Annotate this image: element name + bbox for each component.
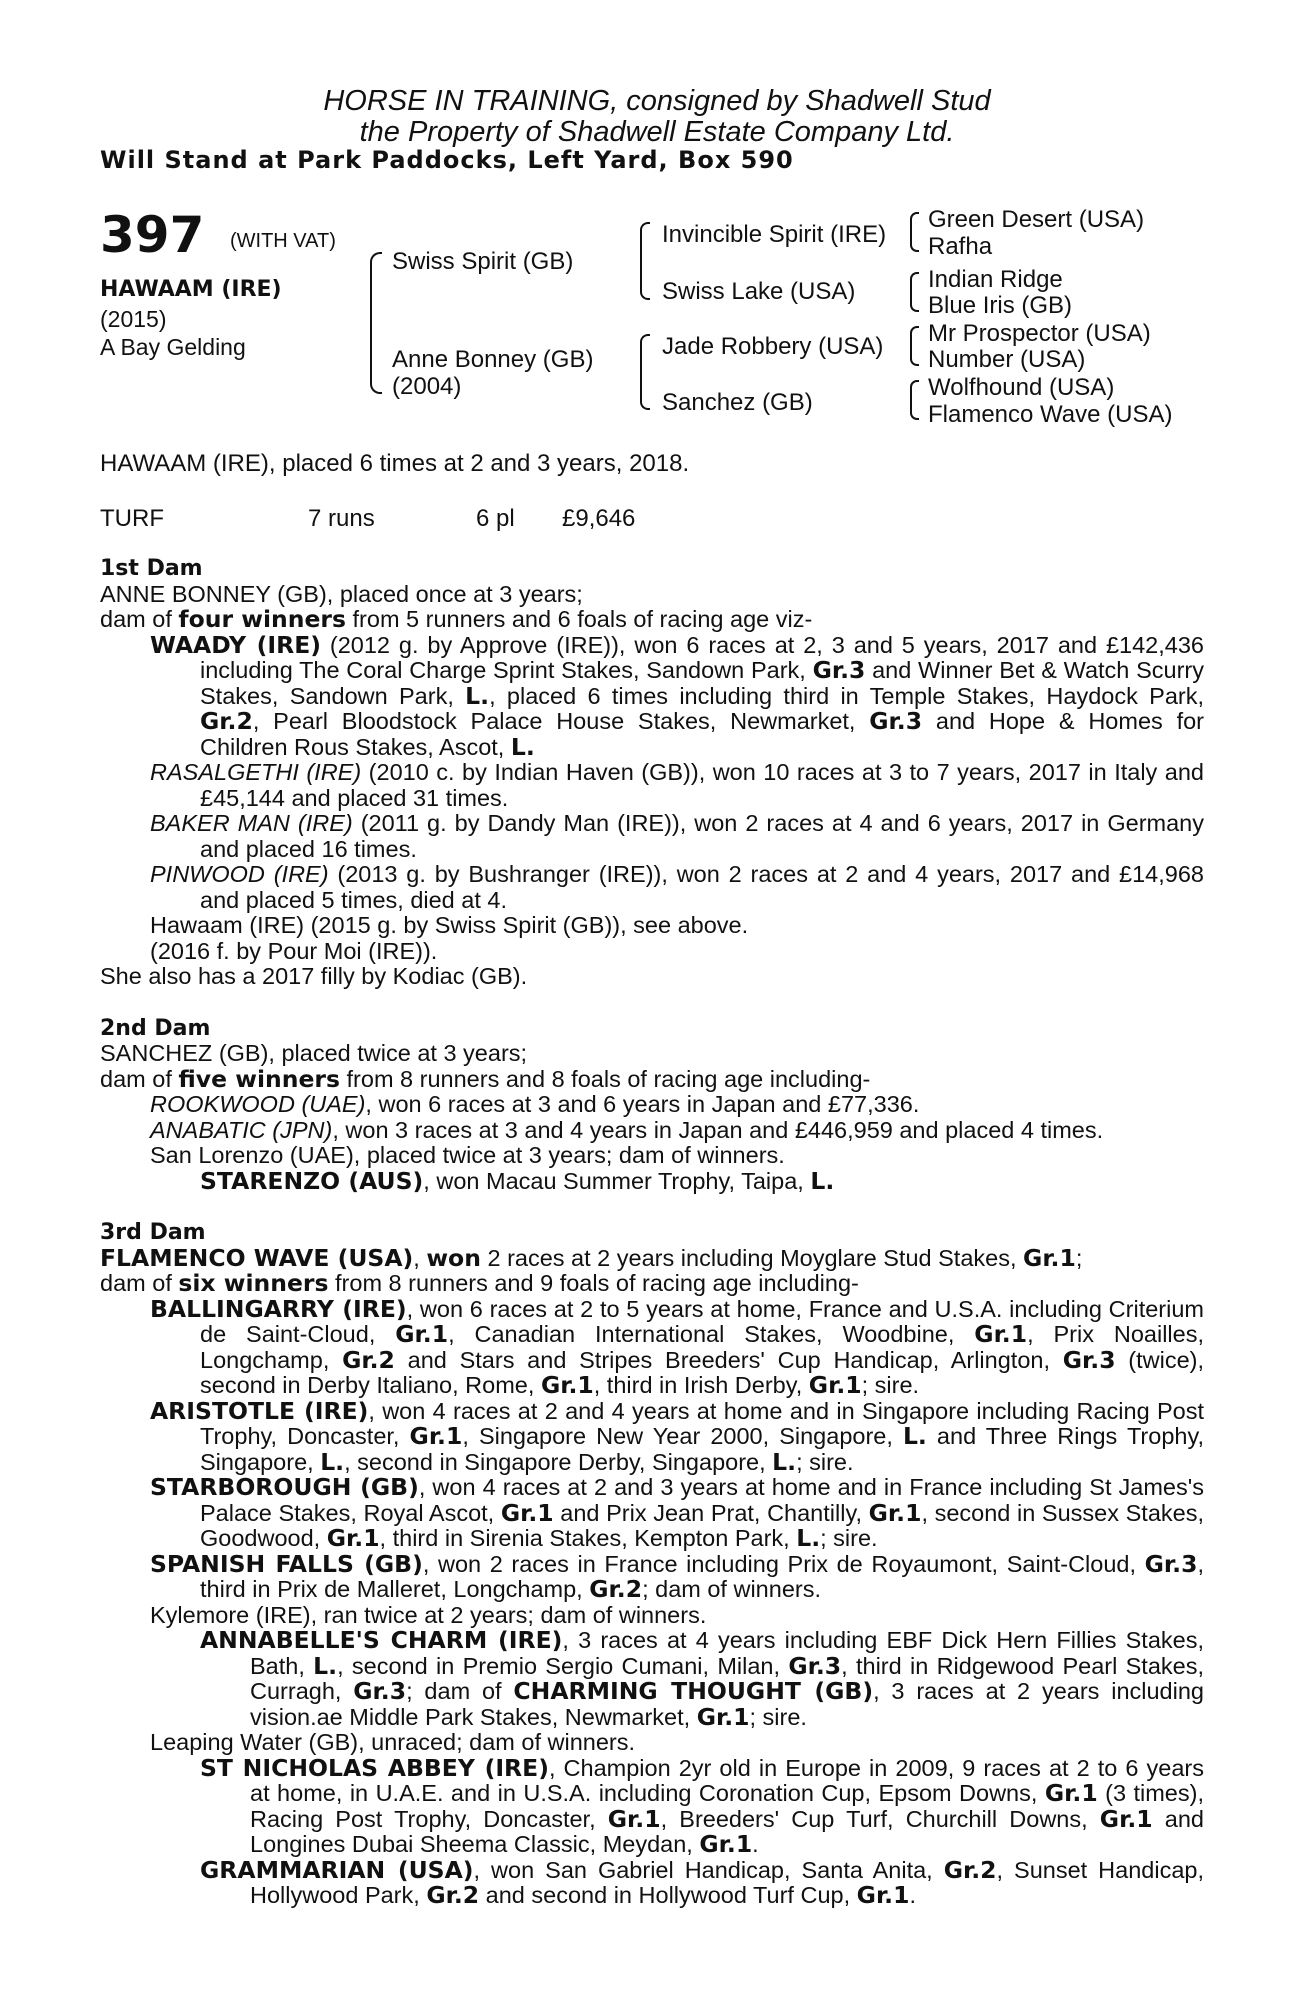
produce-entry: Kylemore (IRE), ran twice at 2 years; dam of winners. (150, 1601, 707, 1628)
foaling-year: (2015) (100, 306, 167, 332)
text: , second in Premio Sergio Cumani, Milan, (337, 1652, 789, 1679)
text: and Three Rings Trophy, Singapore, (200, 1423, 1205, 1475)
horse-name: SPANISH FALLS (GB) (150, 1549, 423, 1578)
grade: Gr.1 (540, 1371, 594, 1399)
grade: Gr.1 (868, 1498, 922, 1527)
pedigree-sd: Swiss Lake (USA) (662, 278, 856, 305)
produce-entry (150, 1294, 1205, 1399)
produce-entry: (2016 f. by Pour Moi (IRE)). (150, 937, 438, 964)
text: from 5 runners and 6 foals of racing age viz- (346, 606, 813, 632)
horse-name: ARISTOTLE (IRE) (150, 1396, 369, 1425)
grade: Gr.1 (500, 1498, 554, 1527)
grade: Gr.1 (395, 1320, 449, 1348)
record-placed: 6 pl (476, 505, 515, 532)
horse-name: STARBOROUGH (GB) (150, 1473, 419, 1501)
pedigree-brace-2b (640, 334, 650, 410)
grade: Gr.1 (808, 1371, 862, 1399)
produce-entry: San Lorenzo (UAE), placed twice at 3 years; dam of winners. (150, 1142, 785, 1168)
grade: Gr.2 (342, 1345, 395, 1374)
text: from 8 runners and 8 foals of racing age including- (339, 1065, 871, 1092)
text: and second in Hollywood Turf Cup, (479, 1882, 857, 1908)
grade: Gr.2 (943, 1855, 997, 1884)
text: ; sire. (820, 1525, 878, 1551)
produce-entry (150, 630, 1205, 761)
text: , 3 races at 2 years including vision.ae Middle Park Stakes, Newmarket, (250, 1678, 1204, 1730)
text: , placed 6 times including third in Temple Stakes, Haydock Park, (489, 682, 1204, 709)
race-summary: HAWAAM (IRE), placed 6 times at 2 and 3 years, 2018. (100, 450, 690, 477)
grade: Gr.3 (788, 1651, 842, 1680)
horse-name: ANNABELLE'S CHARM (IRE) (200, 1626, 563, 1654)
text: ; sire. (861, 1372, 920, 1398)
pedigree-brace-3c (910, 326, 919, 366)
lot-number: 397 (100, 206, 205, 264)
grade: L. (510, 732, 535, 761)
text: , (413, 1244, 427, 1271)
produce-entry (150, 1092, 1204, 1118)
pedigree-ddd: Flamenco Wave (USA) (928, 401, 1173, 428)
grade: Gr.2 (589, 1575, 643, 1603)
pedigree-brace-3a (910, 212, 919, 252)
text: , won Macau Summer Trophy, Taipa, (423, 1167, 811, 1194)
produce-entry (150, 759, 1204, 811)
vat-note: (WITH VAT) (230, 230, 336, 252)
grade: L. (465, 681, 490, 710)
text: , won 4 races at 2 and 3 years at home and in France including St James's Palace Stakes, Royal Ascot, (200, 1474, 1204, 1526)
produce-entry: Hawaam (IRE) (2015 g. by Swiss Spirit (GB)), see above. (150, 912, 749, 938)
grade: Gr.1 (699, 1830, 753, 1858)
grade: Gr.3 (869, 707, 923, 735)
grade: L. (320, 1447, 345, 1476)
text: won (426, 1243, 481, 1272)
pedigree-brace-2a (640, 222, 650, 300)
produce-entry (200, 1626, 1205, 1731)
text: , second in Singapore Derby, Singapore, (344, 1448, 773, 1475)
text: , third in Prix de Malleret, Longchamp, (200, 1550, 1204, 1602)
produce-entry (150, 1118, 1204, 1144)
pedigree-dam: Anne Bonney (GB) (392, 346, 594, 373)
produce-entry (150, 1396, 1205, 1476)
text: (twice), second in Derby Italiano, Rome, (200, 1346, 1205, 1398)
text: (3 times), Racing Post Trophy, Doncaster, (250, 1780, 1204, 1832)
grade: L. (313, 1651, 338, 1680)
grade: Gr.1 (409, 1422, 463, 1450)
dam-line: ANNE BONNEY (GB), placed once at 3 years; (100, 580, 583, 607)
horse-description: A Bay Gelding (100, 334, 246, 360)
text: , won 2 races in France including Prix de Royaumont, Saint-Cloud, (422, 1550, 1145, 1577)
grade: Gr.3 (812, 656, 866, 684)
pedigree-dam-year: (2004) (392, 373, 462, 400)
produce-entry: Leaping Water (GB), unraced; dam of winners. (150, 1729, 636, 1755)
header-stabling: Will Stand at Park Paddocks, Left Yard, Box 590 (100, 146, 794, 174)
produce-entry (200, 1753, 1205, 1858)
pedigree-brace-1 (370, 252, 382, 394)
horse-name: STARENZO (AUS) (200, 1166, 424, 1195)
winners-count: six winners (178, 1269, 329, 1297)
header-property: the Property of Shadwell Estate Company Ltd. (359, 116, 955, 148)
text: , Canadian International Stakes, Woodbine, (448, 1321, 975, 1347)
text: , Sunset Handicap, Hollywood Park, (250, 1856, 1204, 1908)
text: ; (1075, 1244, 1083, 1271)
text: ; sire. (796, 1448, 854, 1475)
pedigree-brace-3b (910, 272, 919, 312)
dam-produce-line (100, 1064, 1204, 1093)
winners-count: five winners (178, 1064, 340, 1093)
grade: Gr.1 (1023, 1243, 1076, 1272)
grade: L. (810, 1166, 835, 1195)
horse-name: BALLINGARRY (IRE) (150, 1294, 407, 1323)
horse-name: GRAMMARIAN (USA) (200, 1855, 474, 1884)
pedigree-sdd: Blue Iris (GB) (928, 292, 1073, 319)
third-dam (100, 1220, 1204, 1909)
text: , won 6 races at 2 to 5 years at home, France and U.S.A. including Criterium de Saint-Cloud, (200, 1295, 1204, 1347)
text: . (909, 1882, 916, 1908)
text: , won 6 races at 3 and 6 years in Japan and £77,336. (365, 1091, 920, 1117)
text: , third in Ridgewood Pearl Stakes, Curragh, (250, 1652, 1205, 1704)
pedigree-sire: Swiss Spirit (GB) (392, 248, 574, 275)
text: dam of (100, 1270, 179, 1296)
section-title: 3rd Dam (100, 1220, 206, 1245)
produce-entry (200, 1855, 1204, 1909)
text: and Hope & Homes for Children Rous Stakes, Ascot, (200, 708, 1204, 760)
text: from 8 runners and 9 foals of racing age including- (328, 1270, 859, 1296)
text: , Champion 2yr old in Europe in 2009, 9 races at 2 to 6 years at home, in U.A.E. and in U.S.A. including Coronation Cup, Epsom Downs, (250, 1754, 1205, 1806)
dam-line: SANCHEZ (GB), placed twice at 3 years; (100, 1040, 528, 1066)
pedigree-dds: Wolfhound (USA) (928, 374, 1115, 401)
pedigree-ds: Jade Robbery (USA) (662, 333, 884, 360)
pedigree-ssd: Rafha (928, 233, 993, 260)
horse-name: BAKER MAN (IRE) (150, 810, 353, 836)
text: (2011 g. by Dandy Man (IRE)), won 2 races at 4 and 6 years, 2017 in Germany and placed 16 times. (200, 810, 1204, 862)
second-dam (100, 1016, 1204, 1195)
horse-name: RASALGETHI (IRE) (150, 759, 362, 785)
record-earnings: £9,646 (562, 505, 636, 532)
record-surface: TURF (100, 505, 164, 532)
text: and Stars and Stripes Breeders' Cup Handicap, Arlington, (394, 1346, 1063, 1373)
section-title: 1st Dam (100, 556, 203, 581)
dam-line (100, 1243, 1204, 1272)
family-text (100, 556, 1204, 1909)
first-dam (100, 556, 1204, 990)
text: (2010 c. by Indian Haven (GB)), won 10 races at 3 to 7 years, 2017 in Italy and £45,144 and placed 31 times. (200, 759, 1204, 811)
text: , won 4 races at 2 and 4 years at home and in Singapore including Racing Post Trophy, Doncaster, (200, 1397, 1204, 1449)
pedigree-dd: Sanchez (GB) (662, 389, 813, 416)
grade: L. (772, 1447, 797, 1476)
grade: L. (902, 1422, 927, 1450)
pedigree-sss: Green Desert (USA) (928, 206, 1145, 233)
text: , second in Sussex Stakes, Goodwood, (200, 1499, 1204, 1551)
produce-entry (200, 1166, 1204, 1195)
text: , third in Sirenia Stakes, Kempton Park, (379, 1525, 797, 1551)
section-title: 2nd Dam (100, 1015, 211, 1041)
grade: Gr.1 (607, 1804, 661, 1833)
produce-note: She also has a 2017 filly by Kodiac (GB). (100, 963, 528, 989)
produce-entry (150, 1549, 1204, 1603)
text: , Prix Noailles, Longchamp, (200, 1321, 1204, 1373)
text: , Breeders' Cup Turf, Churchill Downs, (660, 1805, 1100, 1832)
text: ; sire. (749, 1703, 807, 1730)
horse-name: ST NICHOLAS ABBEY (IRE) (200, 1753, 549, 1782)
grade: Gr.3 (353, 1677, 407, 1705)
grade: Gr.2 (426, 1881, 480, 1909)
grade: Gr.1 (696, 1702, 750, 1731)
grade: Gr.1 (974, 1320, 1028, 1348)
grade: L. (796, 1524, 821, 1552)
text: , Pearl Bloodstock Palace House Stakes, Newmarket, (252, 708, 870, 734)
produce-entry (150, 1473, 1204, 1552)
text: ; dam of winners. (642, 1576, 821, 1602)
text: and Winner Bet & Watch Scurry Stakes, Sandown Park, (200, 657, 1205, 709)
pedigree-dss: Mr Prospector (USA) (928, 320, 1151, 347)
text: 2 races at 2 years including Moyglare Stud Stakes, (480, 1244, 1024, 1271)
text: (2013 g. by Bushranger (IRE)), won 2 races at 2 and 4 years, 2017 and £14,968 and placed 5 times, died at 4. (200, 861, 1204, 913)
horse-name: PINWOOD (IRE) (150, 861, 329, 887)
horse-name: FLAMENCO WAVE (USA) (100, 1243, 414, 1272)
text: , third in Irish Derby, (593, 1372, 809, 1398)
grade: Gr.3 (1144, 1549, 1198, 1578)
grade: Gr.1 (1044, 1779, 1098, 1807)
grade: Gr.3 (1062, 1345, 1116, 1374)
record-runs: 7 runs (308, 505, 375, 532)
dam-produce-line (100, 607, 1204, 633)
horse-name: ANABATIC (JPN) (150, 1116, 333, 1143)
text: , won San Gabriel Handicap, Santa Anita, (473, 1856, 944, 1883)
text: . (752, 1831, 759, 1857)
grade: Gr.1 (326, 1524, 380, 1552)
horse-name: ROOKWOOD (UAE) (150, 1091, 366, 1117)
text: dam of (100, 1065, 179, 1092)
grade: Gr.1 (856, 1881, 910, 1909)
pedigree-sds: Indian Ridge (928, 266, 1063, 293)
text: dam of (100, 606, 179, 632)
grade: Gr.2 (200, 707, 253, 735)
horse-name: WAADY (IRE) (150, 630, 321, 659)
text: and Prix Jean Prat, Chantilly, (553, 1499, 869, 1526)
winners-count: four winners (178, 605, 346, 633)
pedigree-ss: Invincible Spirit (IRE) (662, 221, 887, 248)
text: , Singapore New Year 2000, Singapore, (462, 1423, 903, 1449)
horse-name: HAWAAM (IRE) (100, 277, 282, 302)
text: and Longines Dubai Sheema Classic, Meydan, (250, 1805, 1204, 1857)
horse-name: CHARMING THOUGHT (GB) (513, 1677, 874, 1705)
produce-entry (150, 861, 1204, 913)
pedigree-brace-3d (910, 380, 919, 420)
dam-produce-line (100, 1271, 1204, 1297)
grade: Gr.1 (1099, 1804, 1153, 1833)
text: , won 3 races at 3 and 4 years in Japan and £446,959 and placed 4 times. (332, 1116, 1104, 1143)
produce-entry (150, 810, 1204, 862)
text: , 3 races at 4 years including EBF Dick Hern Fillies Stakes, Bath, (250, 1627, 1204, 1679)
text: ; dam of (406, 1678, 514, 1704)
pedigree-dsd: Number (USA) (928, 346, 1086, 373)
text: (2012 g. by Approve (IRE)), won 6 races at 2, 3 and 5 years, 2017 and £142,436 including The Coral Charge Sprint Stakes, Sandown Park, (200, 631, 1204, 683)
header-consignor: HORSE IN TRAINING, consigned by Shadwell Stud (323, 85, 991, 117)
